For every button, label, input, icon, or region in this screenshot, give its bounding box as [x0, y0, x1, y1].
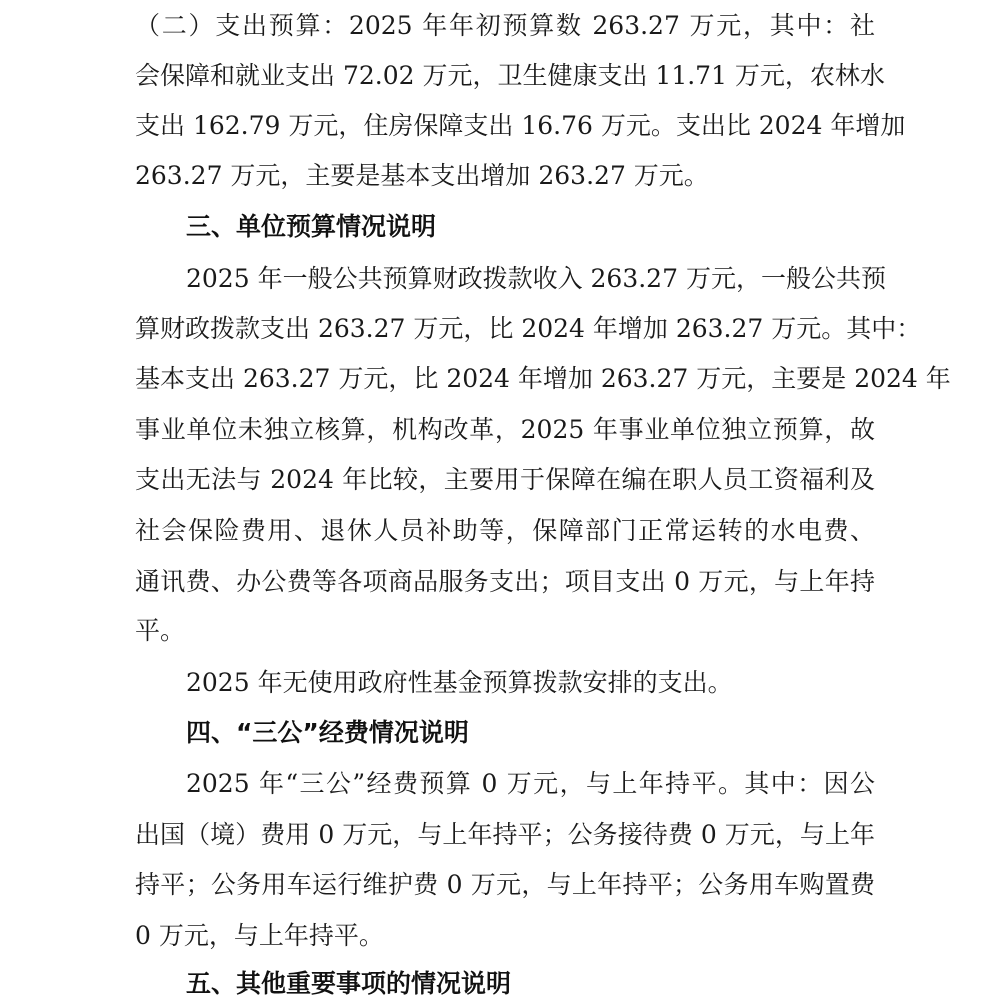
expenditure-budget-line-2: 会保障和就业支出 72.02 万元，卫生健康支出 11.71 万元，农林水 — [135, 61, 885, 90]
unit-budget-line-2: 算财政拨款支出 263.27 万元，比 2024 年增加 263.27 万元。其中： — [135, 314, 922, 343]
section-heading-3: 三、单位预算情况说明 — [186, 212, 437, 241]
unit-budget-line-3: 基本支出 263.27 万元，比 2024 年增加 263.27 万元，主要是 2024 年 — [135, 364, 951, 393]
unit-budget-line-4: 事业单位未独立核算，机构改革，2025 年事业单位独立预算，故 — [135, 415, 875, 444]
expenditure-budget-line-1: （二）支出预算：2025 年年初预算数 263.27 万元，其中：社 — [135, 11, 875, 40]
gov-fund-budget-line: 2025 年无使用政府性基金预算拨款安排的支出。 — [186, 668, 733, 697]
unit-budget-line-5: 支出无法与 2024 年比较，主要用于保障在编在职人员工资福利及 — [135, 465, 875, 494]
unit-budget-line-8: 平。 — [135, 616, 186, 645]
three-public-line-1: 2025 年“三公”经费预算 0 万元，与上年持平。其中：因公 — [186, 769, 875, 798]
expenditure-budget-line-3: 支出 162.79 万元，住房保障支出 16.76 万元。支出比 2024 年增加 — [135, 111, 906, 140]
section-heading-4: 四、“三公”经费情况说明 — [186, 718, 469, 747]
unit-budget-line-1: 2025 年一般公共预算财政拨款收入 263.27 万元，一般公共预 — [186, 264, 886, 293]
expenditure-budget-line-4: 263.27 万元，主要是基本支出增加 263.27 万元。 — [135, 161, 709, 190]
three-public-line-3: 持平；公务用车运行维护费 0 万元，与上年持平；公务用车购置费 — [135, 870, 875, 899]
three-public-line-4: 0 万元，与上年持平。 — [135, 921, 384, 950]
unit-budget-line-6: 社会保险费用、退休人员补助等，保障部门正常运转的水电费、 — [135, 516, 875, 545]
three-public-line-2: 出国（境）费用 0 万元，与上年持平；公务接待费 0 万元，与上年 — [135, 820, 875, 849]
unit-budget-line-7: 通讯费、办公费等各项商品服务支出；项目支出 0 万元，与上年持 — [135, 567, 875, 596]
section-heading-5: 五、其他重要事项的情况说明 — [186, 969, 512, 998]
